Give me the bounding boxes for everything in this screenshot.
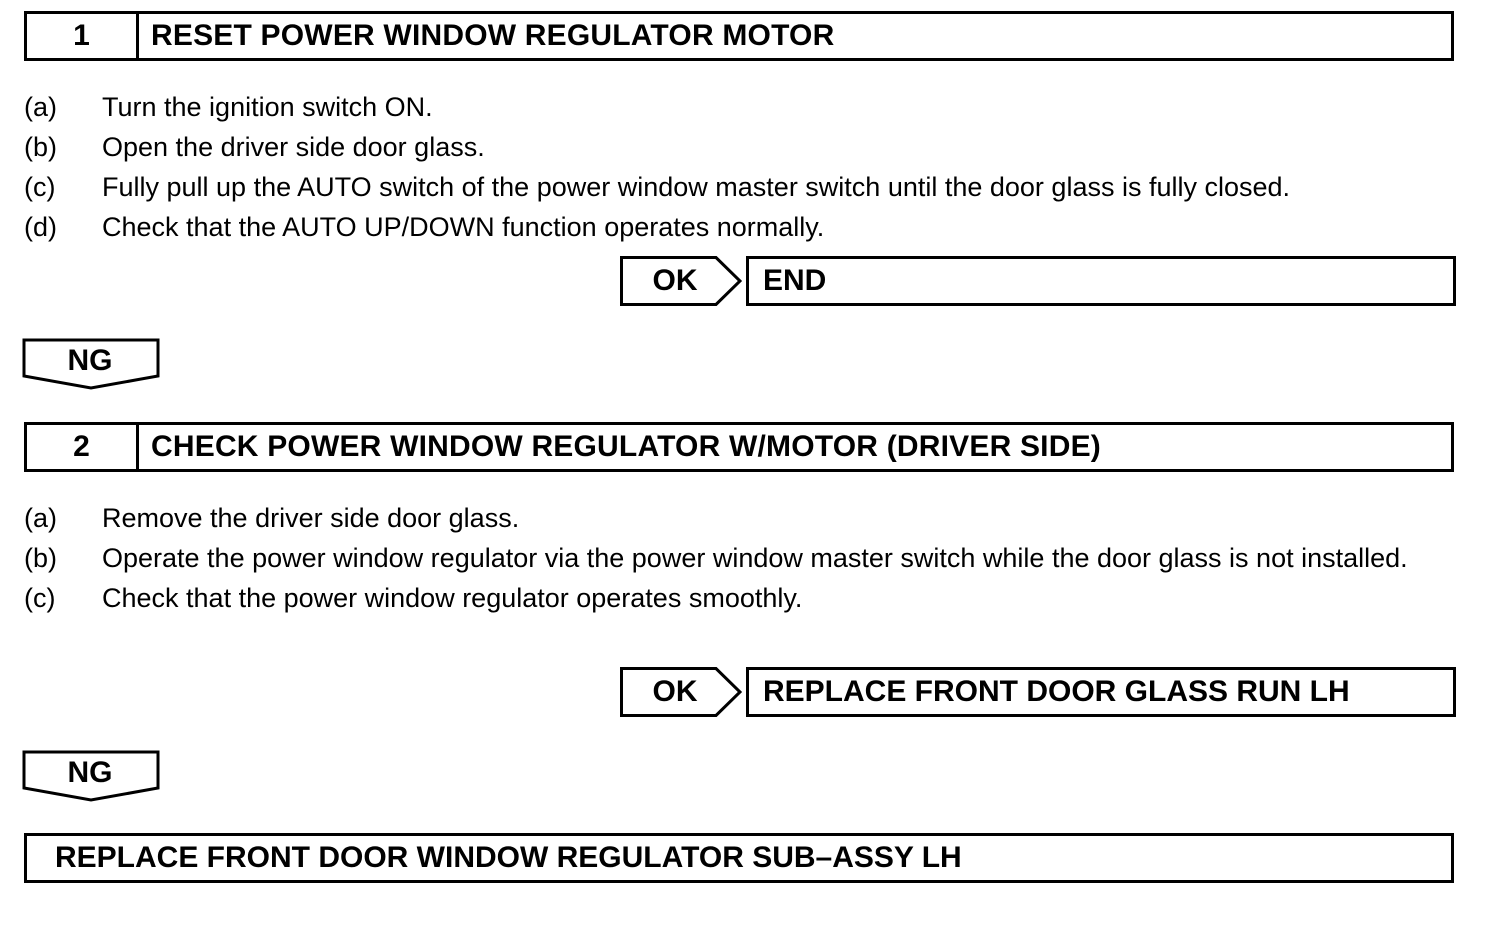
step-1-number: 1: [27, 14, 139, 58]
step-1-instructions: [24, 87, 1464, 247]
step-2-instructions: [24, 498, 1464, 618]
instruction-text: Open the driver side door glass.: [102, 132, 485, 162]
instruction-item: [24, 167, 1464, 207]
step-2-ng-marker: [22, 750, 160, 802]
instruction-text: Operate the power window regulator via the power window master switch while the door glass is not installed.: [102, 543, 1408, 573]
step-2-title: CHECK POWER WINDOW REGULATOR W/MOTOR (DRIVER SIDE): [151, 430, 1101, 463]
instruction-item: [24, 87, 1464, 127]
instruction-letter: (a): [24, 92, 57, 122]
instruction-text: Check that the power window regulator operates smoothly.: [102, 583, 803, 613]
final-action-box: REPLACE FRONT DOOR WINDOW REGULATOR SUB–ASSY LH: [24, 833, 1454, 883]
instruction-letter: (b): [24, 132, 57, 162]
step-1-title: RESET POWER WINDOW REGULATOR MOTOR: [151, 19, 835, 52]
instruction-letter: (a): [24, 503, 57, 533]
instruction-letter: (c): [24, 172, 56, 202]
ok-result-box: REPLACE FRONT DOOR GLASS RUN LH: [746, 667, 1456, 717]
step-2-header: [24, 422, 1454, 472]
instruction-text: Check that the AUTO UP/DOWN function operates normally.: [102, 212, 825, 242]
instruction-text: Remove the driver side door glass.: [102, 503, 520, 533]
instruction-item: [24, 538, 1464, 578]
step-1-ok-result: [620, 256, 1456, 306]
ok-label: OK: [652, 675, 698, 708]
instruction-item: [24, 578, 1464, 618]
instruction-text: Turn the ignition switch ON.: [102, 92, 433, 122]
instruction-item: [24, 207, 1464, 247]
step-2-ok-result: [620, 667, 1456, 717]
ok-label: OK: [652, 264, 698, 297]
instruction-letter: (d): [24, 212, 57, 242]
instruction-item: [24, 127, 1464, 167]
ok-result-box: END: [746, 256, 1456, 306]
ng-label: NG: [67, 756, 113, 789]
instruction-text: Fully pull up the AUTO switch of the power window master switch until the door glass is fully closed.: [102, 172, 1291, 202]
step-1-header: [24, 11, 1454, 61]
instruction-item: [24, 498, 1464, 538]
ng-label: NG: [67, 344, 113, 377]
step-2-number: 2: [27, 425, 139, 469]
step-1-ng-marker: [22, 338, 160, 390]
instruction-letter: (c): [24, 583, 56, 613]
instruction-letter: (b): [24, 543, 57, 573]
